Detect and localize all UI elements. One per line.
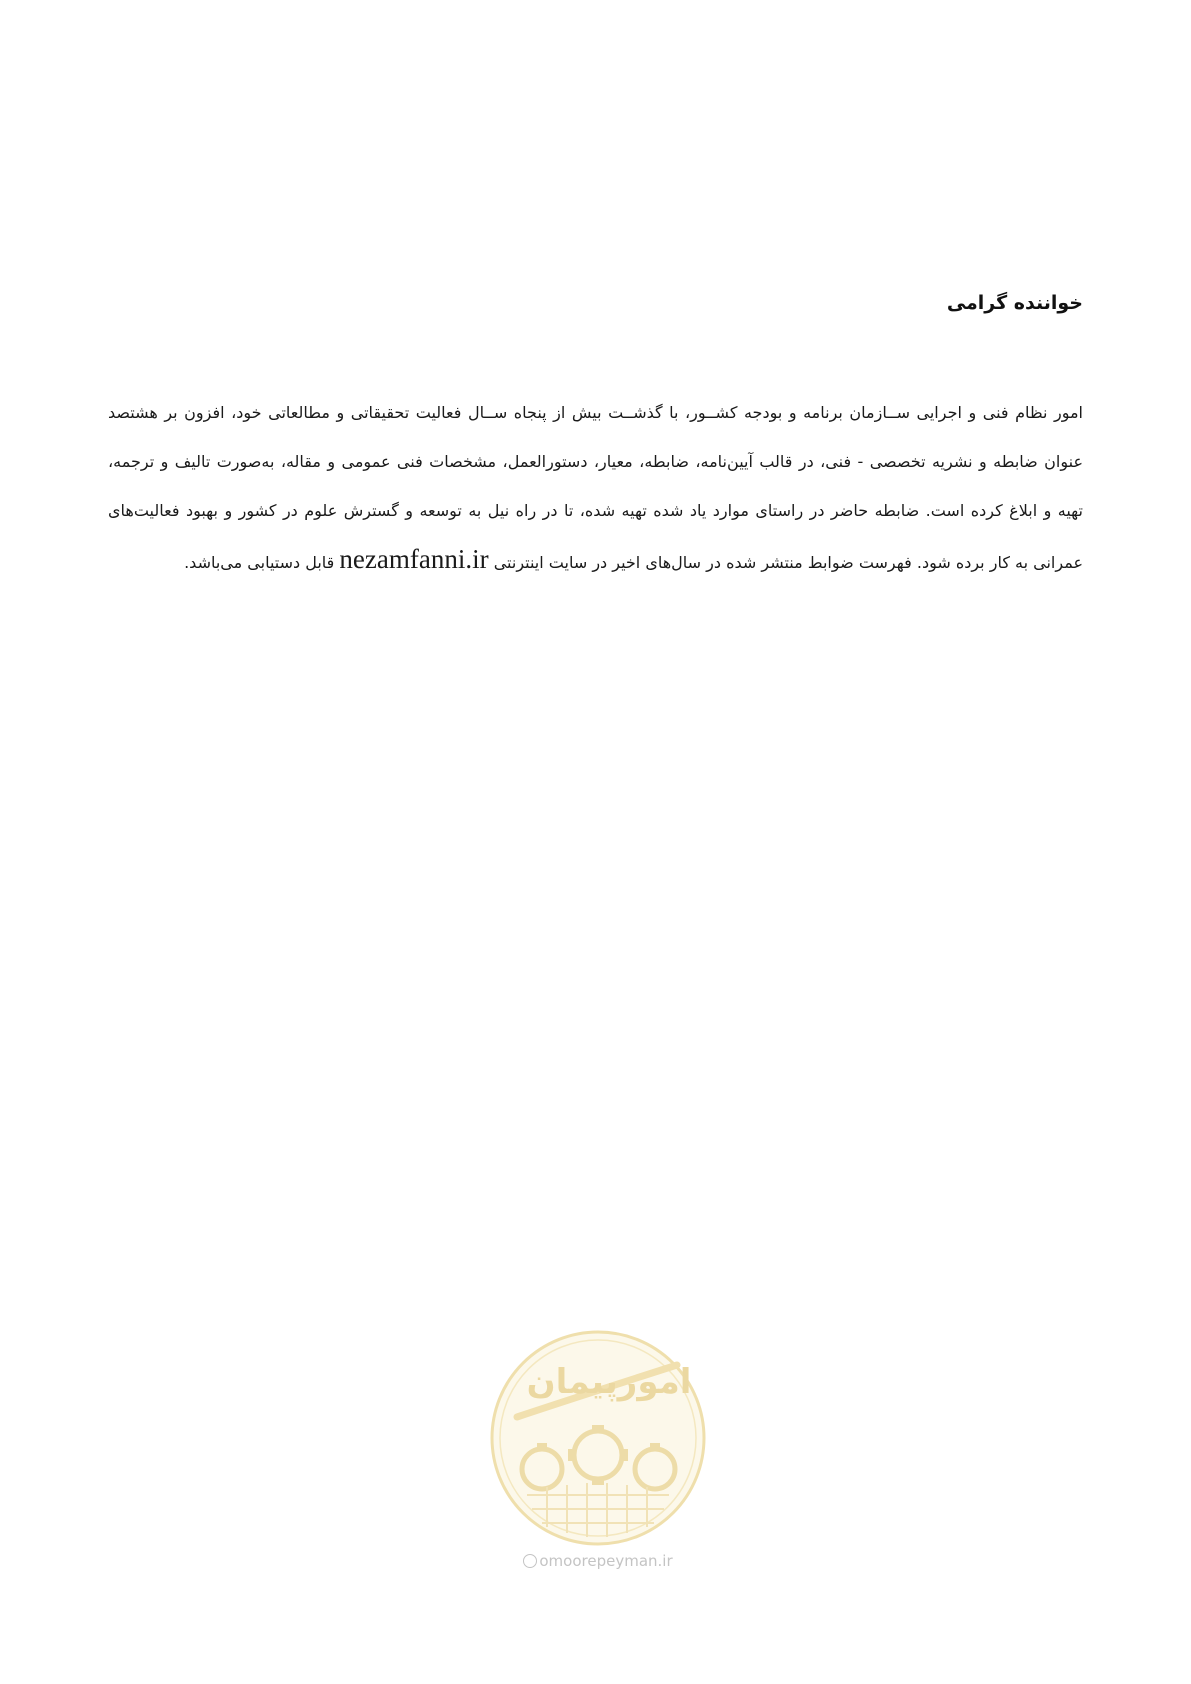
paragraph-text-end: قابل دستیابی می‌باشد. <box>184 553 335 572</box>
logo-text: امورپیمان <box>526 1362 692 1402</box>
globe-icon <box>523 1554 537 1568</box>
page-heading: خواننده گرامی <box>946 292 1083 314</box>
watermark-caption <box>470 1552 726 1570</box>
intro-paragraph <box>108 388 1083 587</box>
watermark-caption-text: omoorepeyman.ir <box>539 1552 673 1570</box>
paragraph-text: امور نظام فنی و اجرایی ســازمان برنامه و بودجه کشــور، با گذشــت بیش از پنجاه ســال فعالیت تحقیقاتی و مطالعاتی خود، افزون بر هشتصد عنوان ضابطه و نشریه تخصصی - فنی، در قالب آیین‌نامه، ضابطه، معیار، دستورالعمل، مشخصات فنی عمومی و مقاله، به‌صورت تالیف و ترجمه، تهیه و ابلاغ کرده است. ضابطه حاضر در راستای موارد یاد شده تهیه شده، تا در راه نیل به توسعه و گسترش علوم در کشور و بهبود فعالیت‌های عمرانی به کار برده شود. فهرست ضوابط منتشر شده در سال‌های اخیر در سایت اینترنتی <box>108 403 1083 572</box>
watermark-logo <box>487 1327 709 1549</box>
website-link: nezamfanni.ir <box>339 544 489 574</box>
